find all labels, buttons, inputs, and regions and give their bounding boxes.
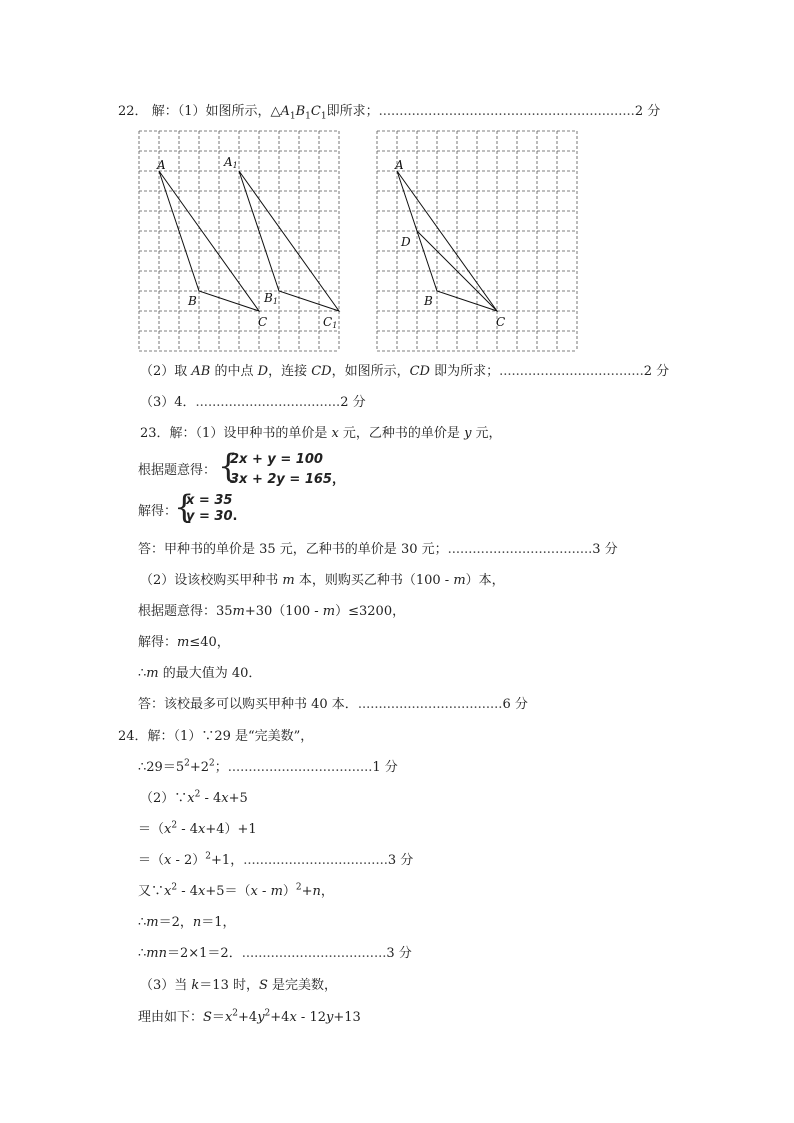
equation-system-2: { x = 35 y = 30. bbox=[174, 488, 238, 526]
q22-line2: （2）取 AB 的中点 D，连接 CD，如图所示，CD 即为所求；...................................2 分 bbox=[140, 364, 670, 379]
label-d: D bbox=[401, 235, 411, 249]
q23-line3-label: 解得： bbox=[138, 504, 178, 519]
q22-line3: （3）4．...................................2 分 bbox=[140, 395, 366, 410]
q24-line2: $\therefore 29=5^2+2^2$；...................................1 分 bbox=[138, 758, 398, 775]
q23-line7: 解得：m≤40， bbox=[138, 635, 230, 650]
label-a: A bbox=[157, 158, 166, 172]
q24-line9: （3）当 k＝13 时，S 是完美数， bbox=[140, 978, 338, 993]
label-c1: C1 bbox=[323, 315, 338, 330]
q24-line8: ∴mn＝2×1＝2．...................................3 分 bbox=[138, 946, 412, 961]
q23-line4: 答：甲种书的单价是 35 元，乙种书的单价是 30 元；...................................3 分 bbox=[138, 542, 618, 557]
q24-line1: 24．解：（1）∵29 是“完美数”， bbox=[118, 729, 314, 744]
label-b: B bbox=[188, 294, 197, 308]
label-a: A bbox=[395, 158, 404, 172]
q24-line10: 理由如下：$S=x^2+4y^2+4x - 12y+13$ bbox=[138, 1008, 361, 1025]
q23-line8: ∴m 的最大值为 40． bbox=[138, 666, 262, 681]
q23-line5: （2）设该校购买甲种书 m 本，则购买乙种书（100 - m）本， bbox=[140, 573, 505, 588]
q24-line5: ＝（x - 2）$^2$+1，...................................3 分 bbox=[138, 851, 414, 868]
q24-line7: ∴m＝2，n＝1， bbox=[138, 915, 236, 930]
label-c: C bbox=[258, 315, 268, 329]
equation-system-1: { 2x + y = 100 3x + 2y = 165， bbox=[218, 447, 345, 487]
q24-line4: $=(x^2 - 4x+4)+1$ bbox=[138, 820, 257, 837]
label-c: C bbox=[496, 315, 506, 329]
triangle-a1b1c1 bbox=[239, 171, 339, 311]
figure-triangle-translation bbox=[138, 130, 342, 354]
q24-line6: 又$\because x^2 - 4x+5=(x - m)^2+n$， bbox=[138, 882, 334, 899]
figure-midpoint-cd bbox=[376, 130, 580, 354]
triangle-abc bbox=[159, 171, 259, 311]
triangle-abc-2 bbox=[397, 171, 497, 311]
q23-line9: 答：该校最多可以购买甲种书 40 本．...................................6 分 bbox=[138, 697, 528, 712]
q24-line3: $(2)\because x^2 - 4x+5$ bbox=[140, 789, 248, 806]
label-b: B bbox=[424, 294, 433, 308]
q22-line1: 22． 解：（1）如图所示，$\triangle A_1B_1C_1$即所求；..............................................................2 分 bbox=[118, 104, 661, 122]
q23-line2-label: 根据题意得： bbox=[138, 463, 217, 478]
q23-line1: 23．解：（1）设甲种书的单价是 x 元，乙种书的单价是 y 元， bbox=[140, 426, 502, 441]
grid bbox=[139, 131, 339, 351]
label-b1: B1 bbox=[264, 291, 278, 306]
q23-line6: 根据题意得：35m+30（100 - m）≤3200， bbox=[138, 604, 406, 619]
label-a1: A1 bbox=[224, 155, 238, 170]
